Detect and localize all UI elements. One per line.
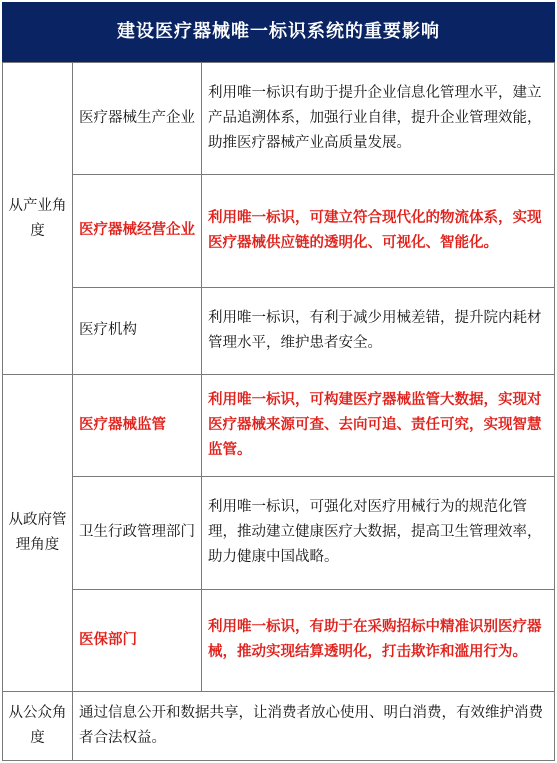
category-industry: 从产业角度 bbox=[3, 63, 73, 375]
subject-health-admin: 卫生行政管理部门 bbox=[73, 477, 202, 589]
table-row bbox=[3, 691, 555, 760]
table-row bbox=[3, 287, 555, 375]
desc-regulation: 利用唯一标识，可构建医疗器械监管大数据，实现对医疗器械来源可查、去向可追、责任可究，实现智慧监管。 bbox=[202, 375, 555, 477]
desc-medical-insurance: 利用唯一标识，有助于在采购招标中精准识别医疗器械，推动实现结算透明化，打击欺诈和滥用行为。 bbox=[202, 589, 555, 691]
table-row bbox=[3, 63, 555, 175]
desc-distributor: 利用唯一标识，可建立符合现代化的物流体系，实现医疗器械供应链的透明化、可视化、智能化。 bbox=[202, 175, 555, 287]
table-row bbox=[3, 477, 555, 589]
desc-manufacturer: 利用唯一标识有助于提升企业信息化管理水平，建立产品追溯体系，加强行业自律，提升企业管理效能，助推医疗器械产业高质量发展。 bbox=[202, 63, 555, 175]
category-government: 从政府管理角度 bbox=[3, 375, 73, 691]
subject-distributor: 医疗器械经营企业 bbox=[73, 175, 202, 287]
subject-manufacturer: 医疗器械生产企业 bbox=[73, 63, 202, 175]
desc-health-admin: 利用唯一标识，可强化对医疗用械行为的规范化管理，推动建立健康医疗大数据，提高卫生管理效率，助力健康中国战略。 bbox=[202, 477, 555, 589]
subject-regulation: 医疗器械监管 bbox=[73, 375, 202, 477]
page-title: 建设医疗器械唯一标识系统的重要影响 bbox=[2, 2, 555, 62]
table-row bbox=[3, 375, 555, 477]
table-row bbox=[3, 175, 555, 287]
table-row bbox=[3, 589, 555, 691]
desc-public: 通过信息公开和数据共享，让消费者放心使用、明白消费，有效维护消费者合法权益。 bbox=[73, 691, 555, 760]
desc-medical-institution: 利用唯一标识，有利于减少用械差错，提升院内耗材管理水平，维护患者安全。 bbox=[202, 287, 555, 375]
impact-table bbox=[2, 62, 555, 761]
category-public: 从公众角度 bbox=[3, 691, 73, 760]
subject-medical-insurance: 医保部门 bbox=[73, 589, 202, 691]
subject-medical-institution: 医疗机构 bbox=[73, 287, 202, 375]
